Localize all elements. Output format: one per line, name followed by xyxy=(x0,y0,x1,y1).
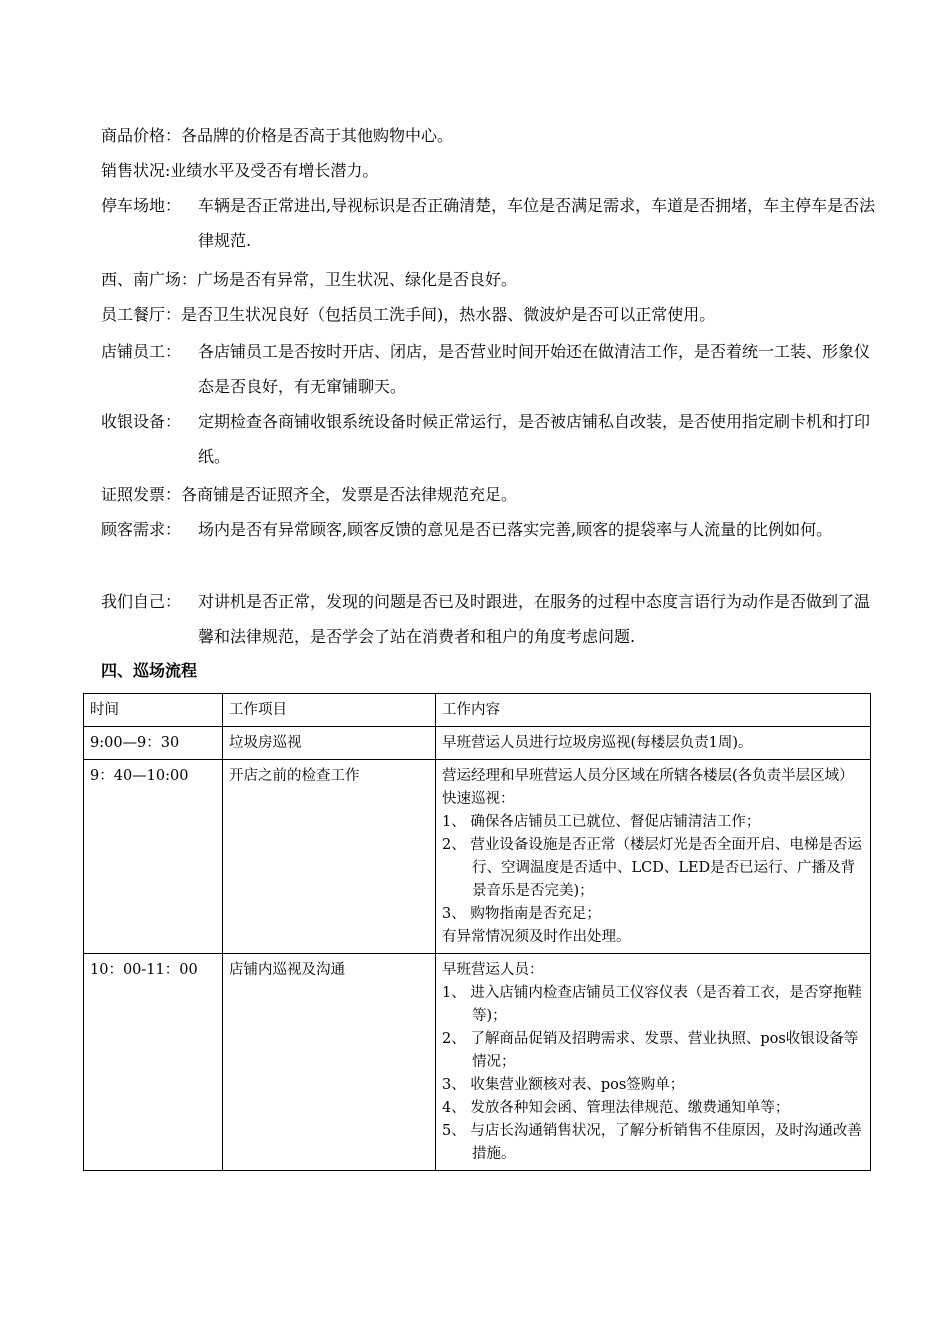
content-point: 2、 营业设备设施是否正常（楼层灯光是否全面开启、电梯是否运行、空调温度是否适中、LCD、LED是否已运行、广播及背景音乐是否完美)； xyxy=(442,837,862,899)
content-point: 1、 进入店铺内检查店铺员工仪容仪表（是否着工衣，是否穿拖鞋等)； xyxy=(442,985,862,1024)
content-point: 1、 确保各店铺员工已就位、督促店铺清洁工作； xyxy=(442,814,761,830)
cell-time: 9：40—10:00 xyxy=(84,760,223,954)
item-label: 证照发票： xyxy=(101,485,182,504)
table-row xyxy=(84,760,871,954)
item-text: 车辆是否正常进出,导视标识是否正确清楚，车位是否满足需求，车道是否拥堵，车主停车是否法律规范. xyxy=(198,196,876,250)
header-content: 工作内容 xyxy=(436,694,871,727)
item-label: 员工餐厅： xyxy=(101,305,182,324)
item-label: 销售状况: xyxy=(101,161,171,180)
content-point: 2、 了解商品促销及招聘需求、发票、营业执照、pos收银设备等情况； xyxy=(442,1031,859,1070)
cell-task: 垃圾房巡视 xyxy=(223,727,436,760)
content-point: 4、 发放各种知会函、管理法律规范、缴费通知单等； xyxy=(442,1100,790,1116)
cell-time: 10：00-11：00 xyxy=(84,954,223,1171)
cell-time: 9:00—9：30 xyxy=(84,727,223,760)
content-intro: 早班营运人员： xyxy=(442,962,544,978)
content-point: 5、 与店长沟通销售状况，了解分析销售不佳原因，及时沟通改善措施。 xyxy=(442,1123,862,1162)
table-row xyxy=(84,727,871,760)
item-text: 各店铺员工是否按时开店、闭店，是否营业时间开始还在做清洁工作，是否着统一工装、形象仪态是否良好，有无窜铺聊天。 xyxy=(198,342,871,396)
table-header-row xyxy=(84,694,871,727)
item-label: 顾客需求： xyxy=(101,520,182,539)
item-label: 店铺员工： xyxy=(101,342,182,361)
cell-task: 开店之前的检查工作 xyxy=(223,760,436,954)
patrol-flow-table xyxy=(83,693,871,1171)
item-text: 各品牌的价格是否高于其他购物中心。 xyxy=(181,126,454,145)
content-outro: 有异常情况须及时作出处理。 xyxy=(442,929,631,945)
content-intro: 早班营运人员进行垃圾房巡视(每楼层负责1周)。 xyxy=(442,735,753,751)
item-label: 商品价格： xyxy=(101,126,182,145)
item-text: 场内是否有异常顾客,顾客反馈的意见是否已落实完善,顾客的提袋率与人流量的比例如何。 xyxy=(198,520,833,539)
item-text: 业绩水平及受否有增长潜力。 xyxy=(170,161,379,180)
header-task: 工作项目 xyxy=(223,694,436,727)
item-text: 是否卫生状况良好（包括员工洗手间)，热水器、微波炉是否可以正常使用。 xyxy=(181,305,716,324)
content-point: 3、 购物指南是否充足； xyxy=(442,906,601,922)
content-intro: 营运经理和早班营运人员分区域在所辖各楼层(各负责半层区域）快速巡视： xyxy=(442,768,854,807)
section-heading: 四、巡场流程 xyxy=(101,661,198,680)
item-label: 停车场地： xyxy=(101,196,182,215)
content-point: 3、 收集营业额核对表、pos签购单； xyxy=(442,1077,685,1093)
item-text: 定期检查各商铺收银系统设备时候正常运行，是否被店铺私自改装，是否使用指定刷卡机和打印纸。 xyxy=(198,412,871,466)
cell-content xyxy=(436,760,871,954)
cell-content xyxy=(436,727,871,760)
table-row xyxy=(84,954,871,1171)
cell-content xyxy=(436,954,871,1171)
cell-task: 店铺内巡视及沟通 xyxy=(223,954,436,1171)
item-text: 各商铺是否证照齐全，发票是否法律规范充足。 xyxy=(181,485,518,504)
item-label: 我们自己： xyxy=(101,592,182,611)
item-label: 西、南广场： xyxy=(101,270,198,289)
item-text: 广场是否有异常，卫生状况、绿化是否良好。 xyxy=(197,270,518,289)
header-time: 时间 xyxy=(84,694,223,727)
item-label: 收银设备： xyxy=(101,412,182,431)
item-text: 对讲机是否正常，发现的问题是否已及时跟进，在服务的过程中态度言语行为动作是否做到了温馨和法律规范，是否学会了站在消费者和租户的角度考虑问题. xyxy=(198,592,871,646)
